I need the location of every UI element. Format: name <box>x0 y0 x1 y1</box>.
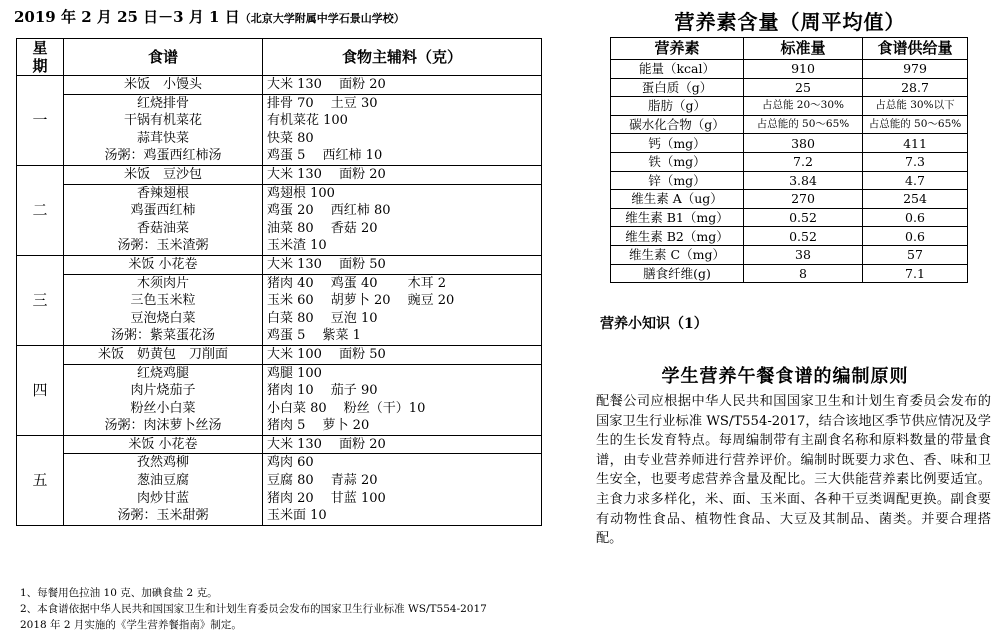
menu-ingredients: 快菜 80 <box>263 130 542 148</box>
nutrition-standard: 270 <box>744 190 863 209</box>
menu-row <box>17 417 542 435</box>
menu-ingredients: 大米 130 面粉 50 <box>263 255 542 274</box>
nutrition-standard: 7.2 <box>744 152 863 171</box>
menu-row <box>17 345 542 364</box>
nutrition-standard: 占总能的 50～65% <box>744 115 863 134</box>
menu-row <box>17 112 542 130</box>
menu-row <box>17 147 542 165</box>
nutrition-name: 脂肪（g） <box>611 97 744 116</box>
menu-ingredients: 玉米面 10 <box>263 507 542 525</box>
menu-ingredients: 排骨 70 土豆 30 <box>263 94 542 112</box>
nutrition-supplied: 占总能的 50～65% <box>863 115 968 134</box>
menu-ingredients: 玉米 60 胡萝卜 20 豌豆 20 <box>263 292 542 310</box>
school-name: （北京大学附属中学石景山学校） <box>239 12 405 25</box>
nutrition-row <box>611 227 968 246</box>
article-title: 学生营养午餐食谱的编制原则 <box>661 366 909 387</box>
nutrition-row <box>611 245 968 264</box>
menu-ingredients: 鸡蛋 5 西红柿 10 <box>263 147 542 165</box>
menu-row <box>17 490 542 508</box>
menu-dish: 汤粥：玉米渣粥 <box>64 237 263 255</box>
menu-dish: 红烧排骨 <box>64 94 263 112</box>
nutrition-standard: 25 <box>744 78 863 97</box>
menu-dish: 米饭 小馒头 <box>64 76 263 95</box>
nutrition-name: 铁（mg） <box>611 152 744 171</box>
tip-label: 营养小知识（1） <box>600 316 708 332</box>
menu-row <box>17 382 542 400</box>
menu-ingredients: 小白菜 80 粉丝（干）10 <box>263 400 542 418</box>
article-body: 配餐公司应根据中华人民共和国国家卫生和计划生育委员会发布的国家卫生行业标准 WS/T554-2017，结合该地区季节供应情况及学生的生长发育特点。每周编制带有主副食名称和原料数量的带量食谱，由专业营养师进行营养评价。编制时既要力求色、香、味和卫生安全，也要考虑营养含量及配比。三大供能营养素比例要适宜。主食力求多样化，米、面、玉米面、各种干豆类调配更换。副食要有动物性食品、植物性食品、大豆及其制品、菌类。并要合理搭配。 <box>596 394 991 547</box>
menu-row <box>17 454 542 472</box>
menu-ingredients: 鸡肉 60 <box>263 454 542 472</box>
header-nutrient: 营养素 <box>611 38 744 60</box>
nutrition-supplied: 28.7 <box>863 78 968 97</box>
menu-dish: 粉丝小白菜 <box>64 400 263 418</box>
nutrition-name: 碳水化合物（g） <box>611 115 744 134</box>
menu-row <box>17 255 542 274</box>
menu-dish: 香菇油菜 <box>64 220 263 238</box>
menu-ingredients: 白菜 80 豆泡 10 <box>263 310 542 328</box>
note-line: 2018 年 2 月实施的《学生营养餐指南》制定。 <box>20 619 242 631</box>
nutrition-supplied: 979 <box>863 60 968 79</box>
menu-row <box>17 472 542 490</box>
menu-day: 一 <box>17 76 64 166</box>
nutrition-standard: 占总能 20～30% <box>744 97 863 116</box>
menu-dish: 蒜茸快菜 <box>64 130 263 148</box>
nutrition-name: 维生素 B1（mg） <box>611 208 744 227</box>
menu-ingredients: 玉米渣 10 <box>263 237 542 255</box>
nutrition-row <box>611 60 968 79</box>
menu-row <box>17 327 542 345</box>
menu-dish: 肉片烧茄子 <box>64 382 263 400</box>
nutrition-name: 锌（mg） <box>611 171 744 190</box>
nutrition-title: 营养素含量（周平均值） <box>674 10 906 34</box>
menu-dish: 米饭 奶黄包 刀削面 <box>64 345 263 364</box>
menu-ingredients: 有机菜花 100 <box>263 112 542 130</box>
menu-row <box>17 292 542 310</box>
nutrition-header-row <box>611 38 968 60</box>
nutrition-row <box>611 264 968 283</box>
nutrition-name: 膳食纤维(g) <box>611 264 744 283</box>
nutrition-row <box>611 134 968 153</box>
menu-row <box>17 220 542 238</box>
nutrition-row <box>611 78 968 97</box>
menu-ingredients: 鸡蛋 20 西红柿 80 <box>263 202 542 220</box>
nutrition-supplied: 4.7 <box>863 171 968 190</box>
menu-dish: 孜然鸡柳 <box>64 454 263 472</box>
menu-dish: 葱油豆腐 <box>64 472 263 490</box>
menu-row <box>17 400 542 418</box>
menu-ingredients: 油菜 80 香菇 20 <box>263 220 542 238</box>
menu-row <box>17 76 542 95</box>
menu-dish: 干锅有机菜花 <box>64 112 263 130</box>
nutrition-standard: 0.52 <box>744 208 863 227</box>
menu-table <box>16 38 542 526</box>
menu-dish: 汤粥：玉米甜粥 <box>64 507 263 525</box>
menu-dish: 香辣翅根 <box>64 184 263 202</box>
nutrition-name: 维生素 C（mg） <box>611 245 744 264</box>
menu-ingredients: 豆腐 80 青蒜 20 <box>263 472 542 490</box>
menu-dish: 汤粥：紫菜蛋花汤 <box>64 327 263 345</box>
menu-ingredients: 猪肉 5 萝卜 20 <box>263 417 542 435</box>
nutrition-standard: 38 <box>744 245 863 264</box>
menu-row <box>17 184 542 202</box>
menu-header-row <box>17 39 542 76</box>
nutrition-supplied: 7.1 <box>863 264 968 283</box>
nutrition-standard: 3.84 <box>744 171 863 190</box>
menu-day: 四 <box>17 345 64 435</box>
menu-dish: 汤粥：鸡蛋西红柿汤 <box>64 147 263 165</box>
nutrition-row <box>611 171 968 190</box>
menu-ingredients: 鸡翅根 100 <box>263 184 542 202</box>
nutrition-name: 维生素 B2（mg） <box>611 227 744 246</box>
nutrition-row <box>611 152 968 171</box>
menu-row <box>17 310 542 328</box>
menu-ingredients: 大米 100 面粉 50 <box>263 345 542 364</box>
menu-row <box>17 165 542 184</box>
menu-body <box>17 76 542 526</box>
nutrition-standard: 910 <box>744 60 863 79</box>
menu-row <box>17 202 542 220</box>
menu-dish: 米饭 小花卷 <box>64 435 263 454</box>
menu-row <box>17 130 542 148</box>
nutrition-supplied: 254 <box>863 190 968 209</box>
header-dish: 食谱 <box>64 39 263 76</box>
menu-ingredients: 大米 130 面粉 20 <box>263 76 542 95</box>
nutrition-supplied: 占总能 30%以下 <box>863 97 968 116</box>
menu-ingredients: 猪肉 40 鸡蛋 40 木耳 2 <box>263 274 542 292</box>
header-ingredients: 食物主辅料（克） <box>263 39 542 76</box>
nutrition-standard: 0.52 <box>744 227 863 246</box>
nutrition-row <box>611 190 968 209</box>
menu-dish: 鸡蛋西红柿 <box>64 202 263 220</box>
menu-dish: 红烧鸡腿 <box>64 364 263 382</box>
nutrition-name: 维生素 A（ug） <box>611 190 744 209</box>
nutrition-standard: 380 <box>744 134 863 153</box>
menu-row <box>17 94 542 112</box>
nutrition-supplied: 411 <box>863 134 968 153</box>
nutrition-supplied: 57 <box>863 245 968 264</box>
nutrition-row <box>611 208 968 227</box>
menu-row <box>17 364 542 382</box>
note-line: 1、每餐用色拉油 10 克、加碘食盐 2 克。 <box>20 587 218 599</box>
menu-day: 三 <box>17 255 64 345</box>
nutrition-standard: 8 <box>744 264 863 283</box>
menu-ingredients: 鸡腿 100 <box>263 364 542 382</box>
nutrition-row <box>611 115 968 134</box>
nutrition-name: 钙（mg） <box>611 134 744 153</box>
note-line: 2、本食谱依据中华人民共和国国家卫生和计划生育委员会发布的国家卫生行业标准 WS/T554-2017 <box>20 603 487 615</box>
menu-row <box>17 507 542 525</box>
nutrition-supplied: 7.3 <box>863 152 968 171</box>
menu-notes <box>20 585 487 633</box>
nutrition-name: 蛋白质（g） <box>611 78 744 97</box>
nutrition-table <box>610 37 968 283</box>
nutrition-supplied: 0.6 <box>863 227 968 246</box>
menu-row <box>17 274 542 292</box>
nutrition-body <box>611 60 968 283</box>
menu-row <box>17 237 542 255</box>
menu-dish: 三色玉米粒 <box>64 292 263 310</box>
menu-dish: 木须肉片 <box>64 274 263 292</box>
header-day: 星 期 <box>17 39 64 76</box>
menu-dish: 汤粥：肉沫萝卜丝汤 <box>64 417 263 435</box>
menu-dish: 米饭 小花卷 <box>64 255 263 274</box>
menu-dish: 豆泡烧白菜 <box>64 310 263 328</box>
menu-dish: 肉炒甘蓝 <box>64 490 263 508</box>
nutrition-supplied: 0.6 <box>863 208 968 227</box>
menu-ingredients: 鸡蛋 5 紫菜 1 <box>263 327 542 345</box>
menu-ingredients: 猪肉 10 茄子 90 <box>263 382 542 400</box>
menu-row <box>17 435 542 454</box>
menu-day: 五 <box>17 435 64 525</box>
menu-dish: 米饭 豆沙包 <box>64 165 263 184</box>
header-standard: 标准量 <box>744 38 863 60</box>
date-title <box>14 6 405 27</box>
menu-ingredients: 大米 130 面粉 20 <box>263 435 542 454</box>
menu-ingredients: 大米 130 面粉 20 <box>263 165 542 184</box>
menu-ingredients: 猪肉 20 甘蓝 100 <box>263 490 542 508</box>
nutrition-name: 能量（kcal） <box>611 60 744 79</box>
menu-day: 二 <box>17 165 64 255</box>
date-range: 2019 年 2 月 25 日－3 月 1 日 <box>14 8 240 26</box>
header-supplied: 食谱供给量 <box>863 38 968 60</box>
nutrition-row <box>611 97 968 116</box>
